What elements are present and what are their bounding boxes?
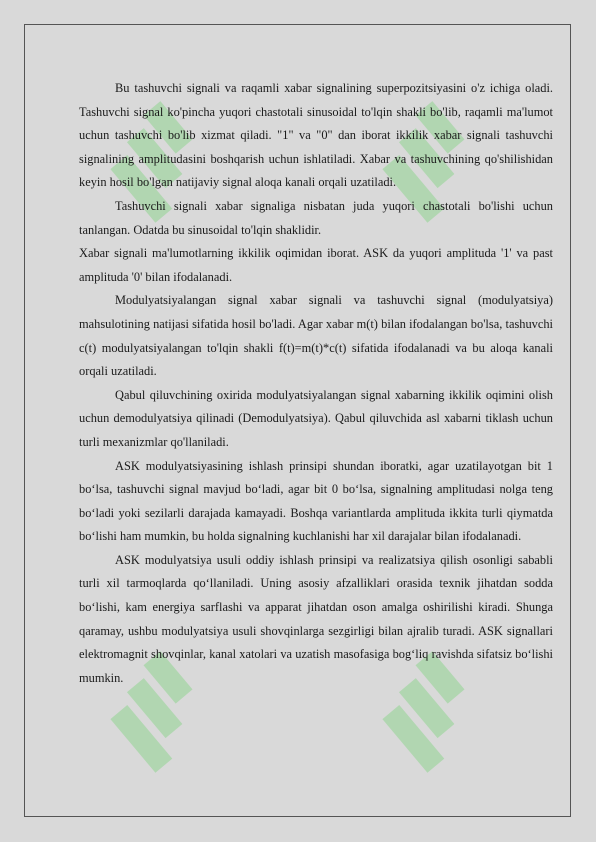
paragraph: Bu tashuvchi signali va raqamli xabar signalining superpozitsiyasini o'z ichiga oladi. Tashuvchi signal ko'pincha yuqori chastotali sinusoidal to'lqin shakli bo'lib, raqamli ma'lumot uchun tashuvchi bo'lib xizmat qiladi. "1" va "0" dan iborat ikkilik xabar signali tashuvchi signalining amplitudasini boshqarish uchun ishlatiladi. Xabar va tashuvchining qo'shilishidan keyin hosil bo'lgan natijaviy signal aloqa kanali orqali uzatiladi. — [79, 81, 553, 190]
paragraph: ASK modulyatsiya usuli oddiy ishlash prinsipi va realizatsiya qilish osonligi sababli turli xil tarmoqlarda qo‘llaniladi. Uning asosiy afzalliklari orasida texnik jihatdan sodda bo‘lishi, kam energiya sarflashi va apparat jihatdan oson amalga oshirilishi kiradi. Shunga qaramay, ushbu modulyatsiya usuli shovqinlarga sezgirligi bilan ajralib turadi. ASK signallari elektromagnit shovqinlar, kanal xatolari va uzatish masofasiga bog‘liq ravishda sifatsiz bo‘lishi mumkin. — [79, 552, 553, 685]
paragraph: Tashuvchi signali xabar signaliga nisbatan juda yuqori chastotali bo'lishi uchun tanlangan. Odatda bu sinusoidal to'lqin shaklidir. — [79, 198, 553, 237]
paragraph: ASK modulyatsiyasining ishlash prinsipi shundan iboratki, agar uzatilayotgan bit 1 bo‘lsa, tashuvchi signal mavjud bo‘ladi, agar bit 0 bo‘lsa, signalning amplitudasi nolga teng bo‘ladi yoki sezilarli darajada kamayadi. Boshqa variantlarda amplituda ikkita turli qiymatda bo‘lishi ham mumkin, bu holda signalning kuchlanishi har xil darajalar bilan ifodalanadi. — [79, 458, 553, 544]
paragraph: Modulyatsiyalangan signal xabar signali va tashuvchi signal (modulyatsiya) mahsulotining natijasi sifatida hosil bo'ladi. Agar xabar m(t) bilan ifodalangan bo'lsa, tashuvchi c(t) modulyatsiyalangan to'lqin shakli f(t)=m(t)*c(t) sifatida ifodalanadi va bu aloqa kanali orqali uzatiladi. — [79, 293, 553, 379]
paragraph: Xabar signali ma'lumotlarning ikkilik oqimidan iborat. ASK da yuqori amplituda '1' va past amplituda '0' bilan ifodalanadi. — [79, 246, 553, 284]
document-body — [79, 77, 553, 690]
paragraph: Qabul qiluvchining oxirida modulyatsiyalangan signal xabarning ikkilik oqimini olish uchun demodulyatsiya qilinadi (Demodulyatsiya). Qabul qiluvchida asl xabarni tiklash uchun turli mexanizmlar qo'llaniladi. — [79, 387, 553, 449]
